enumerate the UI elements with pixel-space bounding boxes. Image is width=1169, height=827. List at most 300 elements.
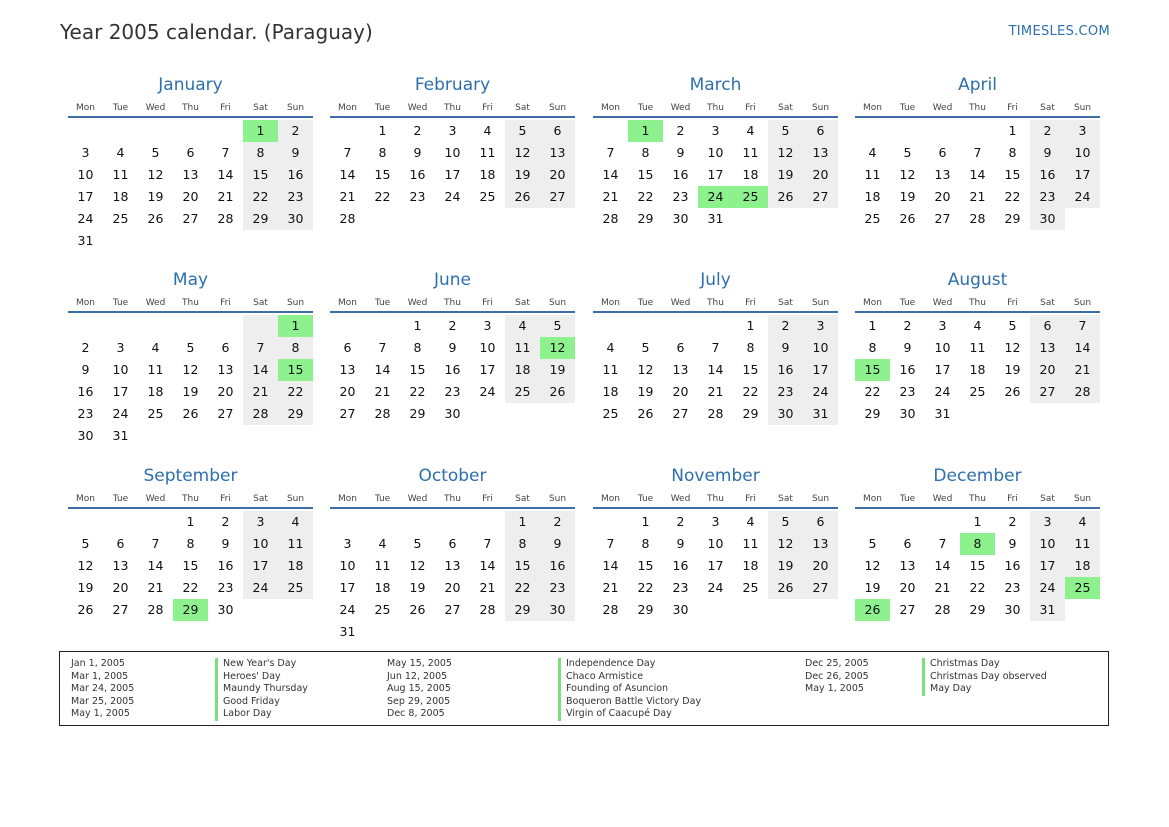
day-cell-empty	[733, 208, 768, 230]
day-cell-empty	[890, 511, 925, 533]
weekday-label: Fri	[745, 494, 756, 504]
day-cell: 3	[243, 511, 278, 533]
day-cell: 14	[339, 167, 356, 182]
month-name: June	[433, 270, 472, 290]
day-cell: 26	[182, 406, 199, 421]
day-cell-empty	[365, 315, 400, 337]
day-cell: 18	[864, 189, 881, 204]
holiday-name: Christmas Day observed	[922, 671, 1047, 684]
day-cell: 20	[339, 384, 356, 399]
week-row	[68, 403, 313, 425]
day-cell-empty	[243, 230, 278, 252]
day-cell: 10	[707, 145, 724, 160]
day-cell: 4	[746, 123, 755, 138]
day-cell-empty	[1065, 599, 1100, 621]
week-row	[68, 186, 313, 208]
day-cell: 4	[1065, 511, 1100, 533]
day-cell-empty	[103, 230, 138, 252]
day-cell: 11	[602, 362, 619, 377]
day-cell: 28	[374, 406, 391, 421]
day-cell: 17	[339, 580, 356, 595]
day-cell: 22	[182, 580, 199, 595]
day-cell-empty	[855, 511, 890, 533]
day-cell: 17	[1030, 555, 1065, 577]
day-cell: 6	[803, 511, 838, 533]
weekday-label: Sun	[548, 103, 567, 113]
weekday-label: Sun	[1073, 298, 1092, 308]
day-cell: 7	[343, 145, 352, 160]
day-cell-empty	[365, 511, 400, 533]
weekday-label: Mon	[76, 494, 95, 504]
day-cell: 25	[864, 211, 881, 226]
month-name: May	[172, 270, 209, 290]
day-cell: 29	[969, 602, 986, 617]
week-row	[68, 381, 313, 403]
day-cell-empty	[470, 621, 505, 643]
month-october	[330, 465, 575, 643]
week-row	[68, 230, 313, 252]
day-cell: 24	[698, 186, 733, 208]
day-cell: 9	[768, 337, 803, 359]
day-cell: 3	[1065, 120, 1100, 142]
day-cell: 19	[637, 384, 654, 399]
day-cell-empty	[960, 120, 995, 142]
day-cell: 5	[903, 145, 912, 160]
week-row	[330, 337, 575, 359]
day-cell: 29	[637, 211, 654, 226]
week-row	[593, 533, 838, 555]
day-cell: 12	[182, 362, 199, 377]
day-cell: 11	[374, 558, 391, 573]
day-cell-empty	[663, 315, 698, 337]
day-cell: 19	[1004, 362, 1021, 377]
month-september	[68, 465, 313, 621]
day-cell: 11	[147, 362, 164, 377]
day-cell: 9	[1030, 142, 1065, 164]
day-cell: 10	[479, 340, 496, 355]
day-cell: 27	[899, 602, 916, 617]
day-cell: 30	[899, 406, 916, 421]
day-cell: 5	[641, 340, 650, 355]
weekday-label: Tue	[637, 494, 654, 504]
day-cell: 18	[374, 580, 391, 595]
holiday-dates-column	[71, 658, 134, 721]
day-cell: 22	[505, 577, 540, 599]
day-cell: 24	[1030, 577, 1065, 599]
day-cell: 12	[768, 142, 803, 164]
day-cell: 9	[540, 533, 575, 555]
day-cell: 2	[676, 514, 685, 529]
day-cell: 3	[448, 123, 457, 138]
holiday-name: Virgin of Caacupé Day	[558, 708, 701, 721]
day-cell: 22	[1004, 189, 1021, 204]
day-cell-empty	[435, 511, 470, 533]
day-cell: 29	[505, 599, 540, 621]
weekday-label: Thu	[182, 494, 199, 504]
month-july	[593, 269, 838, 425]
week-row	[68, 511, 313, 533]
day-cell: 12	[77, 558, 94, 573]
day-cell: 1	[973, 514, 982, 529]
week-row	[855, 208, 1100, 230]
day-cell: 17	[934, 362, 951, 377]
day-cell: 14	[934, 558, 951, 573]
day-cell: 18	[278, 555, 313, 577]
day-cell: 10	[1065, 142, 1100, 164]
day-cell: 26	[409, 602, 426, 617]
day-cell: 15	[637, 167, 654, 182]
day-cell: 27	[540, 186, 575, 208]
day-cell-empty	[138, 230, 173, 252]
day-cell: 6	[186, 145, 195, 160]
day-cell-empty	[890, 120, 925, 142]
day-cell: 6	[903, 536, 912, 551]
day-cell: 23	[768, 381, 803, 403]
day-cell: 7	[711, 340, 720, 355]
weekday-label: Sat	[778, 103, 793, 113]
day-cell: 4	[868, 145, 877, 160]
holiday-name: Heroes' Day	[215, 671, 308, 684]
day-cell: 11	[1065, 533, 1100, 555]
weekday-label: Tue	[899, 298, 916, 308]
day-cell: 7	[243, 337, 278, 359]
weekday-label: Sun	[548, 298, 567, 308]
day-cell: 2	[540, 511, 575, 533]
day-cell: 2	[903, 318, 912, 333]
week-row	[593, 599, 838, 621]
day-cell: 20	[934, 189, 951, 204]
weekday-label: Wed	[145, 298, 166, 308]
day-cell: 28	[969, 211, 986, 226]
day-cell-empty	[68, 511, 103, 533]
day-cell-empty	[138, 120, 173, 142]
day-cell: 22	[969, 580, 986, 595]
holiday-dates-column	[387, 658, 452, 721]
weekday-label: Wed	[407, 103, 428, 113]
weekday-label: Sat	[515, 494, 530, 504]
week-row	[68, 359, 313, 381]
day-cell: 23	[1030, 186, 1065, 208]
day-cell: 16	[540, 555, 575, 577]
brand-link[interactable]: TIMESLES.COM	[1008, 24, 1110, 39]
week-row	[330, 315, 575, 337]
holiday-date: Mar 24, 2005	[71, 683, 135, 695]
day-cell: 16	[899, 362, 916, 377]
weekday-label: Fri	[482, 103, 493, 113]
day-cell: 14	[217, 167, 234, 182]
day-cell: 19	[768, 555, 803, 577]
day-cell: 2	[81, 340, 90, 355]
day-cell: 16	[217, 558, 234, 573]
day-cell: 29	[637, 602, 654, 617]
day-cell: 13	[934, 167, 951, 182]
weekday-label: Thu	[444, 298, 461, 308]
weekday-label: Mon	[863, 494, 882, 504]
day-cell: 16	[1030, 164, 1065, 186]
day-cell: 23	[899, 384, 916, 399]
day-cell-empty	[470, 208, 505, 230]
day-cell: 12	[1004, 340, 1021, 355]
day-cell: 29	[409, 406, 426, 421]
holiday-date: Jun 12, 2005	[387, 670, 448, 682]
week-row	[330, 577, 575, 599]
week-row	[330, 186, 575, 208]
week-row	[593, 381, 838, 403]
day-cell: 16	[1004, 558, 1021, 573]
day-cell: 11	[742, 145, 759, 160]
month-name: August	[947, 270, 1008, 290]
day-cell: 10	[339, 558, 356, 573]
day-cell: 3	[81, 145, 90, 160]
week-row	[68, 208, 313, 230]
day-cell: 1	[1008, 123, 1017, 138]
day-cell: 7	[1065, 315, 1100, 337]
month-name: February	[414, 75, 491, 95]
day-cell: 4	[746, 514, 755, 529]
weekday-header	[68, 295, 313, 313]
day-cell-empty	[243, 599, 278, 621]
holiday-name: Labor Day	[215, 708, 308, 721]
day-cell-empty	[68, 315, 103, 337]
week-row	[593, 577, 838, 599]
day-cell: 9	[221, 536, 230, 551]
holiday-names-column	[558, 658, 701, 721]
day-cell: 19	[147, 189, 164, 204]
day-cell-empty	[103, 511, 138, 533]
day-cell: 5	[151, 145, 160, 160]
day-cell: 29	[278, 403, 313, 425]
day-cell: 12	[540, 337, 575, 359]
day-cell: 29	[173, 599, 208, 621]
day-cell: 13	[540, 142, 575, 164]
day-cell: 17	[707, 558, 724, 573]
day-cell: 12	[409, 558, 426, 573]
weekday-label: Sun	[548, 494, 567, 504]
weekday-label: Fri	[220, 298, 231, 308]
day-cell: 4	[278, 511, 313, 533]
weekday-label: Sat	[1040, 298, 1055, 308]
day-cell: 30	[1030, 208, 1065, 230]
weekday-label: Tue	[374, 298, 391, 308]
weekday-label: Fri	[482, 298, 493, 308]
weekday-header	[330, 295, 575, 313]
day-cell: 28	[339, 211, 356, 226]
day-cell: 9	[448, 340, 457, 355]
weekday-label: Mon	[863, 103, 882, 113]
week-row	[593, 120, 838, 142]
day-cell: 8	[746, 340, 755, 355]
weekday-label: Sat	[253, 298, 268, 308]
day-cell: 19	[899, 189, 916, 204]
weekday-label: Wed	[932, 298, 953, 308]
day-cell: 20	[803, 555, 838, 577]
day-cell: 1	[186, 514, 195, 529]
day-cell: 9	[676, 536, 685, 551]
day-cell: 24	[112, 406, 129, 421]
day-cell: 15	[278, 359, 313, 381]
day-cell: 4	[116, 145, 125, 160]
weekday-label: Tue	[899, 103, 916, 113]
day-cell: 5	[1008, 318, 1017, 333]
holiday-name: Maundy Thursday	[215, 683, 308, 696]
week-row	[68, 142, 313, 164]
weekday-label: Wed	[145, 494, 166, 504]
weekday-label: Sat	[778, 298, 793, 308]
day-cell: 6	[221, 340, 230, 355]
weekday-label: Tue	[899, 494, 916, 504]
week-row	[330, 142, 575, 164]
day-cell: 11	[969, 340, 986, 355]
day-cell: 7	[378, 340, 387, 355]
day-cell: 1	[868, 318, 877, 333]
month-may	[68, 269, 313, 447]
day-cell: 6	[343, 340, 352, 355]
day-cell: 13	[899, 558, 916, 573]
day-cell: 15	[742, 362, 759, 377]
day-cell: 4	[378, 536, 387, 551]
day-cell: 4	[973, 318, 982, 333]
holiday-name: Chaco Armistice	[558, 671, 701, 684]
day-cell: 14	[707, 362, 724, 377]
day-cell: 28	[243, 403, 278, 425]
day-cell-empty	[733, 599, 768, 621]
day-cell: 31	[339, 624, 356, 639]
day-cell: 18	[969, 362, 986, 377]
weekday-label: Sat	[253, 103, 268, 113]
week-row	[68, 599, 313, 621]
week-row	[593, 208, 838, 230]
day-cell-empty	[960, 403, 995, 425]
day-cell: 22	[864, 384, 881, 399]
weekday-label: Fri	[1007, 298, 1018, 308]
weekday-header	[855, 295, 1100, 313]
day-cell: 2	[676, 123, 685, 138]
weekday-label: Mon	[601, 494, 620, 504]
weekday-label: Wed	[670, 298, 691, 308]
weekday-label: Sun	[1073, 103, 1092, 113]
day-cell: 31	[934, 406, 951, 421]
day-cell: 23	[540, 577, 575, 599]
month-name: September	[143, 466, 238, 486]
day-cell-empty	[330, 315, 365, 337]
day-cell-empty	[505, 403, 540, 425]
day-cell: 20	[672, 384, 689, 399]
day-cell-empty	[208, 120, 243, 142]
weekday-label: Tue	[112, 298, 129, 308]
day-cell: 22	[409, 384, 426, 399]
day-cell: 15	[409, 362, 426, 377]
day-cell: 4	[151, 340, 160, 355]
holiday-name: Good Friday	[215, 696, 308, 709]
day-cell: 14	[479, 558, 496, 573]
day-cell: 5	[540, 315, 575, 337]
holiday-date: Dec 26, 2005	[805, 670, 869, 682]
day-cell: 27	[803, 186, 838, 208]
day-cell: 23	[672, 189, 689, 204]
holiday-date: Aug 15, 2005	[387, 683, 451, 695]
day-cell: 8	[505, 533, 540, 555]
day-cell: 15	[505, 555, 540, 577]
weekday-label: Tue	[112, 103, 129, 113]
day-cell-empty	[400, 208, 435, 230]
day-cell: 13	[1030, 337, 1065, 359]
day-cell-empty	[768, 208, 803, 230]
day-cell: 5	[768, 511, 803, 533]
day-cell: 6	[1030, 315, 1065, 337]
day-cell: 19	[409, 580, 426, 595]
day-cell-empty	[68, 120, 103, 142]
day-cell: 8	[641, 536, 650, 551]
weekday-label: Tue	[374, 103, 391, 113]
day-cell: 18	[742, 558, 759, 573]
day-cell-empty	[138, 511, 173, 533]
day-cell-empty	[435, 208, 470, 230]
week-row	[330, 381, 575, 403]
weekday-label: Sat	[515, 103, 530, 113]
weekday-label: Mon	[76, 298, 95, 308]
day-cell: 1	[641, 514, 650, 529]
week-row	[68, 120, 313, 142]
day-cell: 21	[1065, 359, 1100, 381]
day-cell: 31	[803, 403, 838, 425]
month-november	[593, 465, 838, 621]
day-cell-empty	[208, 230, 243, 252]
day-cell: 15	[374, 167, 391, 182]
day-cell-empty	[768, 599, 803, 621]
week-row	[855, 403, 1100, 425]
holiday-date: Sep 29, 2005	[387, 695, 451, 707]
day-cell: 21	[374, 384, 391, 399]
day-cell: 15	[1004, 167, 1021, 182]
day-cell: 26	[899, 211, 916, 226]
day-cell: 18	[112, 189, 129, 204]
day-cell: 3	[343, 536, 352, 551]
day-cell: 12	[637, 362, 654, 377]
weekday-label: Tue	[637, 103, 654, 113]
weekday-label: Thu	[182, 103, 199, 113]
day-cell: 25	[374, 602, 391, 617]
day-cell: 23	[1004, 580, 1021, 595]
day-cell-empty	[365, 208, 400, 230]
day-cell: 17	[77, 189, 94, 204]
day-cell: 11	[479, 145, 496, 160]
day-cell: 29	[742, 406, 759, 421]
day-cell: 26	[147, 211, 164, 226]
weekday-label: Sun	[286, 494, 305, 504]
day-cell: 25	[602, 406, 619, 421]
day-cell-empty	[540, 208, 575, 230]
day-cell: 10	[934, 340, 951, 355]
week-row	[330, 120, 575, 142]
weekday-label: Fri	[745, 298, 756, 308]
holiday-name: Boqueron Battle Victory Day	[558, 696, 701, 709]
day-cell: 23	[278, 186, 313, 208]
day-cell: 24	[444, 189, 461, 204]
day-cell: 27	[182, 211, 199, 226]
day-cell: 17	[479, 362, 496, 377]
day-cell: 28	[1065, 381, 1100, 403]
day-cell: 20	[217, 384, 234, 399]
week-row	[593, 337, 838, 359]
day-cell: 6	[938, 145, 947, 160]
day-cell-empty	[925, 120, 960, 142]
day-cell: 21	[339, 189, 356, 204]
weekday-label: Wed	[145, 103, 166, 113]
day-cell: 11	[864, 167, 881, 182]
day-cell: 30	[278, 208, 313, 230]
day-cell-empty	[505, 208, 540, 230]
day-cell: 19	[540, 359, 575, 381]
